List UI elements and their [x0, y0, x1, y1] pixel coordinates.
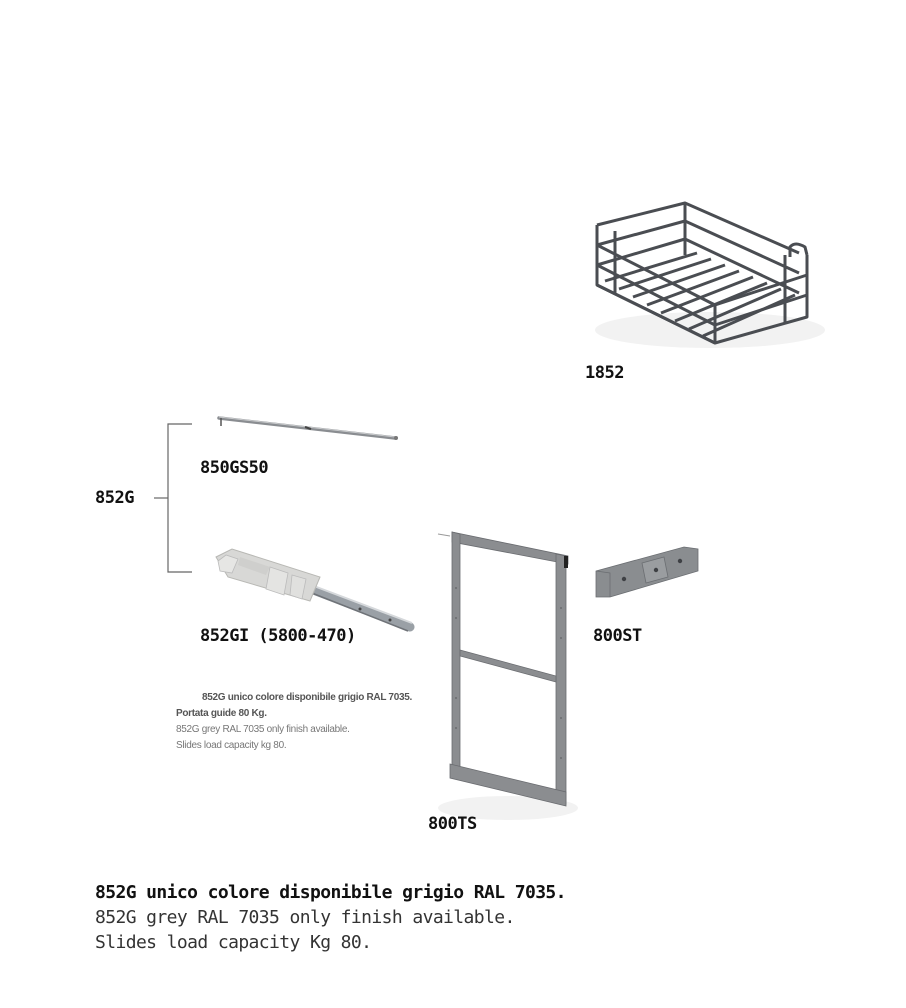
frame-code-label: 800TS: [428, 814, 477, 834]
footer-line-3: Slides load capacity Kg 80.: [95, 932, 372, 953]
spec-note: [176, 690, 412, 754]
wire-basket-image: [585, 195, 825, 355]
top-rail-image: [215, 412, 405, 446]
note-line-3: 852G grey RAL 7035 only finish available.: [176, 724, 350, 735]
note-line-1: 852G unico colore disponibile grigio RAL 7035.: [202, 692, 412, 703]
group-code-label: 852G: [95, 488, 134, 508]
frame-image: [430, 528, 580, 828]
basket-code-label: 1852: [585, 363, 624, 383]
bracket-code-label: 800ST: [593, 626, 642, 646]
note-line-2: Portata guide 80 Kg.: [176, 708, 267, 719]
slide-code-label: 852GI (5800-470): [200, 626, 356, 646]
footer-text: [95, 880, 566, 955]
footer-line-1: 852G unico colore disponibile grigio RAL 7035.: [95, 882, 566, 903]
group-bracket-line: [150, 420, 200, 580]
bracket-image: [594, 543, 702, 603]
footer-line-2: 852G grey RAL 7035 only finish available.: [95, 907, 515, 928]
slide-image: [210, 543, 420, 638]
top-rail-code-label: 850GS50: [200, 458, 269, 478]
note-line-4: Slides load capacity kg 80.: [176, 740, 287, 751]
